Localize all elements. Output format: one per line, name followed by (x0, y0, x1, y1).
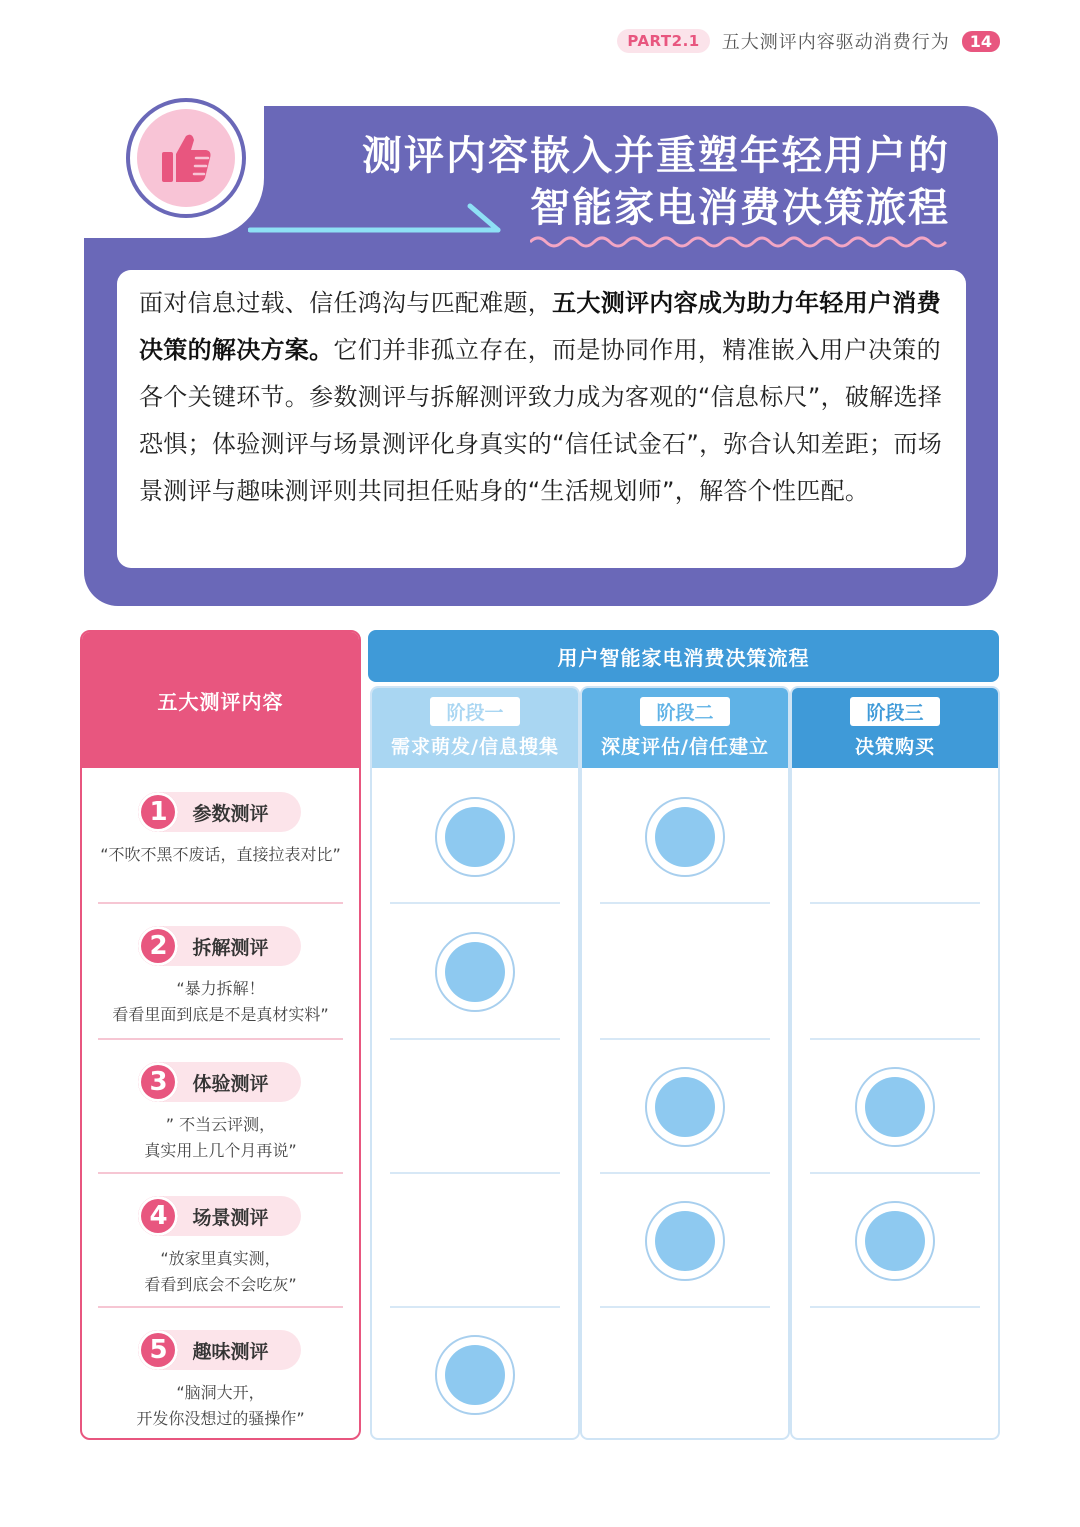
stage-marker-fill (655, 1211, 715, 1271)
review-row (82, 926, 359, 1028)
stage-marker-fill (655, 807, 715, 867)
stage-column (790, 686, 1000, 1440)
review-number: 3 (138, 1062, 178, 1102)
row-divider (600, 1038, 770, 1040)
row-divider (810, 902, 980, 904)
review-types-panel (80, 630, 361, 1440)
stage-description: 深度评估/信任建立 (601, 736, 769, 758)
stage-description: 需求萌发/信息搜集 (391, 736, 559, 758)
intro-text-bold: 五大测评内容成为助力年轻用户消费决策的解决方案。 (139, 289, 941, 364)
intro-title-line1: 测评内容嵌入并重塑年轻用户的 (362, 133, 950, 179)
row-divider (98, 902, 343, 904)
stage-label: 阶段二 (640, 697, 729, 726)
stage-header (372, 688, 578, 768)
stage-marker-fill (445, 1345, 505, 1405)
review-name: 体验测评 (192, 1072, 269, 1095)
row-divider (98, 1038, 343, 1040)
stage-header (792, 688, 998, 768)
stage-label: 阶段一 (430, 697, 519, 726)
review-pill (140, 926, 300, 966)
review-name: 场景测评 (192, 1206, 269, 1229)
row-divider (98, 1172, 343, 1174)
intro-title-line2: 智能家电消费决策旅程 (530, 185, 950, 231)
review-name: 参数测评 (192, 802, 269, 825)
row-divider (98, 1306, 343, 1308)
row-divider (390, 1172, 560, 1174)
review-row (82, 1330, 359, 1432)
review-quote: “暴力拆解！ 看看里面到底是不是真材实料” (112, 979, 329, 1024)
review-name: 趣味测评 (192, 1340, 269, 1363)
stage-marker (435, 1335, 515, 1415)
flow-header: 用户智能家电消费决策流程 (368, 630, 999, 682)
stage-marker (855, 1201, 935, 1281)
review-row (82, 792, 359, 868)
stage-marker-fill (445, 942, 505, 1002)
stage-marker-fill (445, 807, 505, 867)
stage-marker (645, 1067, 725, 1147)
review-number: 5 (138, 1330, 178, 1370)
review-number: 1 (138, 792, 178, 832)
stage-description: 决策购买 (854, 736, 935, 758)
arrow-decoration (248, 200, 508, 240)
review-quote: “脑洞大开， 开发你没想过的骚操作” (136, 1383, 305, 1428)
row-divider (390, 1306, 560, 1308)
review-row (82, 1062, 359, 1164)
row-divider (600, 1306, 770, 1308)
review-pill (140, 792, 300, 832)
page-header (617, 27, 1000, 55)
row-divider (390, 1038, 560, 1040)
review-pill (140, 1196, 300, 1236)
row-divider (390, 902, 560, 904)
intro-text-lead: 面对信息过载、信任鸿沟与匹配难题， (139, 289, 553, 317)
stage-marker (855, 1067, 935, 1147)
review-quote: ” 不当云评测， 真实用上几个月再说” (144, 1115, 297, 1160)
stage-marker-fill (655, 1077, 715, 1137)
row-divider (810, 1172, 980, 1174)
section-title: 五大测评内容驱动消费行为 (721, 32, 950, 53)
review-types-header: 五大测评内容 (82, 632, 359, 768)
review-row (82, 1196, 359, 1298)
stage-marker (645, 1201, 725, 1281)
stage-header (582, 688, 788, 768)
review-quote: “不吹不黑不废话，直接拉表对比” (100, 845, 341, 864)
intro-text-body: 它们并非孤立存在，而是协同作用，精准嵌入用户决策的各个关键环节。参数测评与拆解测评致力成为客观的“信息标尺”，破解选择恐惧；体验测评与场景测评化身真实的“信任试金石”，弥合认知差距；而场景测评与趣味测评则共同担任贴身的“生活规划师”，解答个性匹配。 (139, 336, 943, 505)
review-number: 4 (138, 1196, 178, 1236)
row-divider (600, 902, 770, 904)
row-divider (810, 1038, 980, 1040)
stage-marker (645, 797, 725, 877)
row-divider (810, 1306, 980, 1308)
review-name: 拆解测评 (192, 936, 269, 959)
review-quote: “放家里真实测， 看看到底会不会吃灰” (144, 1249, 297, 1294)
intro-paragraph (139, 280, 948, 515)
wave-underline (530, 232, 950, 252)
row-divider (600, 1172, 770, 1174)
review-pill (140, 1330, 300, 1370)
thumbs-up-icon (156, 128, 216, 188)
stage-label: 阶段三 (850, 697, 939, 726)
stage-column (580, 686, 790, 1440)
intro-card (117, 270, 966, 568)
stage-marker (435, 797, 515, 877)
stage-column (370, 686, 580, 1440)
review-number: 2 (138, 926, 178, 966)
stage-marker-fill (865, 1211, 925, 1271)
stage-marker (435, 932, 515, 1012)
stage-marker-fill (865, 1077, 925, 1137)
page-number: 14 (962, 31, 1000, 52)
part-badge: PART2.1 (617, 29, 709, 53)
review-pill (140, 1062, 300, 1102)
thumb-badge (126, 98, 246, 218)
